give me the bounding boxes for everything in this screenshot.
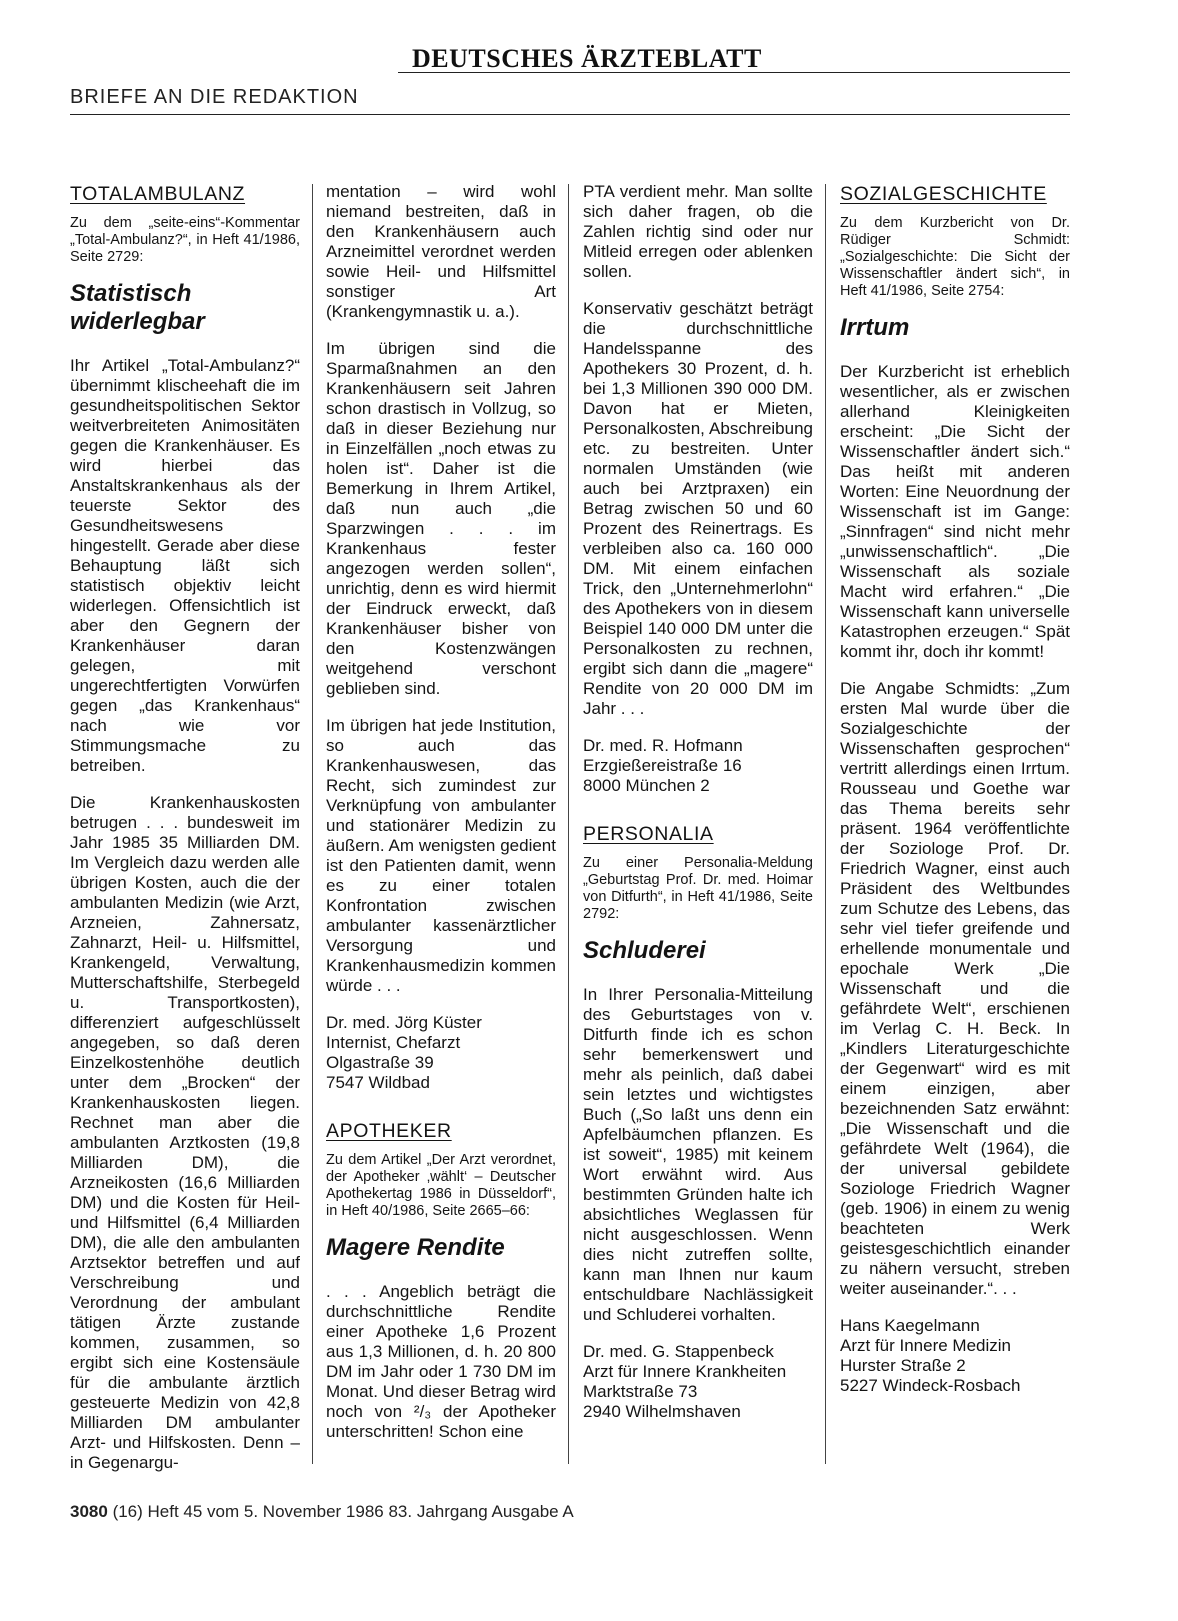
section-rubric: SOZIALGESCHICHTE [840, 183, 1047, 205]
signature-line: Hans Kaegelmann [840, 1316, 980, 1335]
column-3 [583, 182, 813, 1448]
column-4 [840, 182, 1070, 1422]
letter-headline: Schluderei [583, 937, 706, 964]
signature [326, 1013, 556, 1093]
signature-line: Hurster Straße 2 [840, 1356, 966, 1375]
letter-paragraph: Im übrigen sind die Sparmaßnahmen an den Krankenhäusern seit Jahren schon drastisch in Vollzug, so daß in dieser Beziehung nur in Einzelfällen „noch etwas zu holen ist“. Daher ist die Bemerkung in Ihrem Artikel, daß nun auch „die Sparzwingen . . . im Krankenhaus fester angezogen werden sollen“, unrichtig, denn es wird hiermit der Eindruck erweckt, daß Krankenhäuser bisher von den Kostenzwängen weitgehend verschont geblieben sind. [326, 339, 556, 698]
letter-paragraph: Ihr Artikel „Total-Ambulanz?“ übernimmt klischeehaft die im gesundheitspolitischen Sektor weitverbreiteten Animositäten gegen die Krankenhäuser. Es wird hierbei das Anstaltskrankenhaus als der teuerste Sektor des Gesundheitswesens hingestellt. Gerade aber diese Behauptung läßt sich statistisch objektiv leicht widerlegen. Offensichtlich ist aber den Gegnern der Krankenhäuser daran gelegen, mit ungerechtfertigten Vorwürfen gegen „das Krankenhaus“ nach wie vor Stimmungsmache zu betreiben. [70, 356, 300, 775]
signature [583, 1342, 813, 1422]
article-reference: Zu dem Kurzbericht von Dr. Rüdiger Schmidt: „Sozialgeschichte: Die Sicht der Wissenschaftler ändert sich“, in Heft 41/1986, Seite 2754: [840, 215, 1070, 299]
section-rubric: PERSONALIA [583, 823, 714, 845]
letter-paragraph: Im übrigen hat jede Institution, so auch das Krankenhauswesen, das Recht, sich zumindest zur Verknüpfung von ambulanter und stationärer Medizin zu äußern. Am wenigsten gedient ist den Patienten damit, wenn es zu einer totalen Konfrontation zwischen ambulanter kassenärztlicher Versorgung und Krankenhausmedizin kommen würde . . . [326, 716, 556, 995]
column-divider [312, 184, 313, 1464]
column-divider [568, 184, 569, 1464]
masthead-rule [398, 72, 1070, 73]
signature-line: Dr. med. Jörg Küster [326, 1013, 482, 1032]
issue-info: (16) Heft 45 vom 5. November 1986 83. Jahrgang Ausgabe A [112, 1502, 574, 1521]
signature-line: 7547 Wildbad [326, 1073, 430, 1092]
signature-line: 2940 Wilhelmshaven [583, 1402, 741, 1421]
article-reference: Zu einer Personalia-Meldung „Geburtstag Prof. Dr. med. Hoimar von Ditfurth“, in Heft 41/1986, Seite 2792: [583, 855, 813, 922]
letter-paragraph: . . . Angeblich beträgt die durchschnittliche Rendite einer Apotheke 1,6 Prozent aus 1,3 Millionen, d. h. 20 800 DM im Jahr oder 1 730 DM im Monat. Und dieser Betrag wird noch von ²/₃ der Apotheker unterschritten! Schon eine [326, 1282, 556, 1441]
page-number: 3080 [70, 1502, 108, 1521]
signature-line: Dr. med. G. Stappenbeck [583, 1342, 774, 1361]
section-rule [70, 114, 1070, 115]
article-reference: Zu dem „seite-eins“-Kommentar „Total-Ambulanz?“, in Heft 41/1986, Seite 2729: [70, 215, 300, 265]
letter-paragraph: In Ihrer Personalia-Mitteilung des Geburtstages von v. Ditfurth finde ich es schon sehr bemerkenswert und mehr als peinlich, daß dabei sein letztes und wichtigstes Buch („So laßt uns denn ein Apfelbäumchen pflanzen. Es ist soweit“, 1985) mit keinem Wort erwähnt wird. Aus bestimmten Gründen halte ich absichtliches Weglassen für nicht ausgeschlossen. Wenn dies nicht zutreffen sollte, kann man Ihnen nur kaum entschuldbare Nachlässigkeit und Schluderei vorhalten. [583, 985, 813, 1324]
signature-line: Internist, Chefarzt [326, 1033, 461, 1052]
section-rubric: TOTALAMBULANZ [70, 183, 246, 205]
letter-headline: Irrtum [840, 314, 910, 341]
letter-paragraph: PTA verdient mehr. Man sollte sich daher fragen, ob die Zahlen richtig sind oder nur Mitleid erregen oder ablenken sollen. [583, 182, 813, 281]
signature-line: Erzgießereistraße 16 [583, 756, 742, 775]
signature-line: Dr. med. R. Hofmann [583, 736, 743, 755]
letter-paragraph: mentation – wird wohl niemand bestreiten, daß in den Krankenhäusern auch Arzneimittel verordnet werden sowie Heil- und Hilfsmittel sonstiger Art (Krankengymnastik u. a.). [326, 182, 556, 321]
section-rubric: APOTHEKER [326, 1120, 452, 1142]
column-2 [326, 182, 556, 1459]
signature-line: 5227 Windeck-Rosbach [840, 1376, 1021, 1395]
letter-paragraph: Der Kurzbericht ist erheblich wesentlicher, als er zwischen allerhand Kleinigkeiten erscheint: „Die Sicht der Wissenschaftler ändert sich.“ Das heißt mit anderen Worten: Eine Neuordnung der Wissenschaft ist im Gange: „Sinnfragen“ sind nicht mehr „unwissenschaftlich“. „Die Wissenschaft als soziale Macht wird erfahren.“ „Die Wissenschaft kann universelle Katastrophen erzeugen.“ Spät kommt ihr, doch ihr kommt! [840, 362, 1070, 661]
signature [840, 1316, 1070, 1396]
section-header: BRIEFE AN DIE REDAKTION [70, 86, 359, 108]
letter-headline: Magere Rendite [326, 1234, 505, 1261]
letter-paragraph: Die Angabe Schmidts: „Zum ersten Mal wurde über die Sozialgeschichte der Wissenschaften gesprochen“ vertritt allerdings einen Irrtum. Rousseau und Goethe war das Thema bereits sehr präsent. 1964 veröffentlichte der Soziologe Prof. Dr. Friedrich Wagner, einst auch Präsident des Weltbundes zum Schutze des Lebens, das sehr viel tiefer greifende und erhellende monumentale und epochale Werk „Die Wissenschaft und die gefährdete Welt“, erschienen im Verlag C. H. Beck. In „Kindlers Literaturgeschichte der Gegenwart“ wird es mit einem einzigen, aber bezeichnenden Satz erwähnt: „Die Wissenschaft und die gefährdete Welt (1964), die der universal gebildete Soziologe Friedrich Wagner (geb. 1906) in einem zu wenig beachteten Werk geistesgeschichtlich einander zu nähern versucht, streben weiter auseinander.“. . . [840, 679, 1070, 1298]
signature-line: 8000 München 2 [583, 776, 710, 795]
signature-line: Olgastraße 39 [326, 1053, 434, 1072]
signature-line: Arzt für Innere Medizin [840, 1336, 1012, 1355]
article-reference: Zu dem Artikel „Der Arzt verordnet, der Apotheker ‚wählt‘ – Deutscher Apothekertag 1986 in Düsseldorf“, in Heft 40/1986, Seite 2665–66: [326, 1152, 556, 1219]
column-divider [825, 184, 826, 1464]
letter-paragraph: Die Krankenhauskosten betrugen . . . bundesweit im Jahr 1985 35 Milliarden DM. Im Vergleich dazu werden alle übrigen Kosten, auch die der ambulanten Medizin (wie Arzt, Arzneien, Zahnersatz, Zahnarzt, Heil- u. Hilfsmittel, Krankengeld, Verwaltung, Mutterschaftshilfe, Sterbegeld u. Transportkosten), differenziert aufgeschlüsselt angegeben, so daß deren Einzelkostenhöhe deutlich unter dem „Brocken“ der Krankenhauskosten liegen. Rechnet man aber die ambulanten Arztkosten (19,8 Milliarden DM), die Arzneikosten (16,6 Milliarden DM) und die Kosten für Heil- und Hilfsmittel (6,4 Milliarden DM), die alle den ambulanten Arztsektor betreffen und auf Verschreibung und Verordnung der ambulant tätigen Ärzte zustande kommen, zusammen, so ergibt sich eine Kostensäule für die ambulante ärztlich gesteuerte Medizin von 42,8 Milliarden DM ambulanter Arzt- und Hilfskosten. Denn – in Gegenargu- [70, 793, 300, 1472]
signature-line: Marktstraße 73 [583, 1382, 698, 1401]
column-1 [70, 182, 300, 1490]
signature [583, 736, 813, 796]
footer [70, 1502, 574, 1522]
masthead: DEUTSCHES ÄRZTEBLATT [412, 44, 762, 73]
signature-line: Arzt für Innere Krankheiten [583, 1362, 787, 1381]
letter-headline: Statistisch widerlegbar [70, 280, 205, 335]
letter-paragraph: Konservativ geschätzt beträgt die durchschnittliche Handelsspanne des Apothekers 30 Prozent, d. h. bei 1,3 Millionen 390 000 DM. Davon hat er Mieten, Personalkosten, Abschreibung etc. zu bestreiten. Unter normalen Umständen (wie auch bei Arztpraxen) ein Betrag zwischen 50 und 60 Prozent des Reinertrags. Es verbleiben also ca. 160 000 DM. Mit einem einfachen Trick, den „Unternehmerlohn“ des Apothekers von in diesem Beispiel 140 000 DM unter die Personalkosten zu rechnen, ergibt sich dann die „magere“ Rendite von 20 000 DM im Jahr . . . [583, 299, 813, 718]
